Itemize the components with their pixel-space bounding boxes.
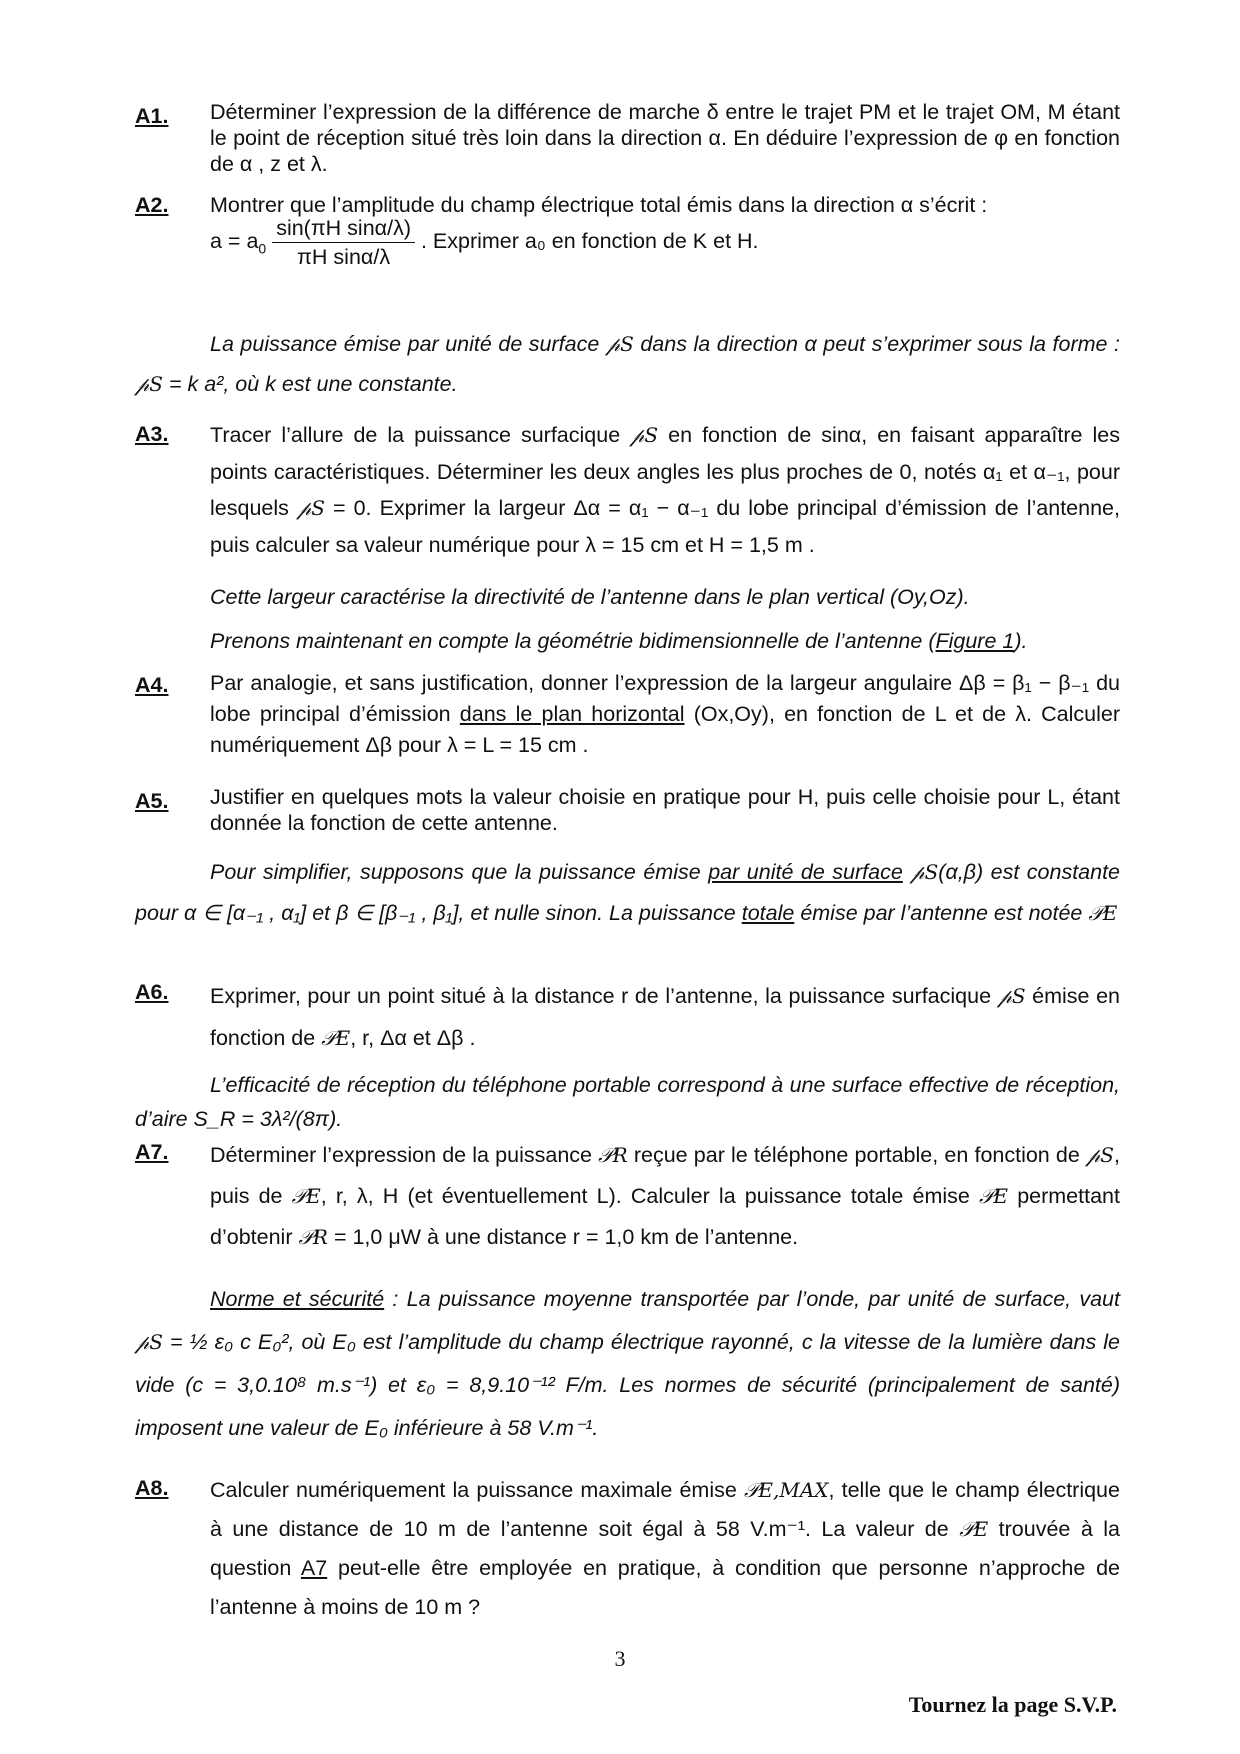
directivity-note: Cette largeur caractérise la directivité de l’antenne dans le plan vertical (Oy,Oz). [210,585,970,609]
pe-symbol: 𝒫E [321,1026,351,1050]
geometry-note: Prenons maintenant en compte la géométrie bidimensionnelle de l’antenne (Figure 1). [210,629,1028,653]
ps-symbol: 𝓅S [997,984,1026,1008]
question-intro: Montrer que l’amplitude du champ électrique total émis dans la direction α s’écrit : [210,193,988,217]
pemax-symbol: 𝒫E,MAX [743,1478,829,1502]
page-number: 3 [614,1646,626,1671]
formula-lhs: a = a [210,229,259,254]
ps-symbol: 𝓅S [296,496,325,520]
reception-paragraph: L’efficacité de réception du téléphone portable correspond à une surface effective de réception, d’aire S_R = 3λ²/(8π). [135,1073,1120,1131]
question-tail: . Exprimer a₀ en fonction de K et H. [420,229,759,254]
pr-symbol: 𝒫R [598,1143,628,1167]
simplification-paragraph: Pour simplifier, supposons que la puissance émise par unité de surface 𝓅S(α,β) est constante pour α ∈ [α₋₁ , α₁] et β ∈ [β₋₁ , β₁], et nulle sinon. La puissance totale émise par l’antenne est notée 𝒫E [135,860,1121,925]
question-text: Tracer l’allure de la puissance surfacique 𝓅S en fonction de sinα, en faisant apparaître les points caractéristiques. Déterminer les deux angles les plus proches de 0, notés α₁ et α₋₁, pour lesquels 𝓅S = 0. Exprimer la largeur Δα = α₁ − α₋₁ du lobe principal d’émission de l’antenne, puis calculer sa valeur numérique pour λ = 15 cm et H = 1,5 m . [210,423,1120,557]
ps-symbol: 𝓅S [135,1330,163,1354]
question-text [210,188,1120,279]
pe-symbol: 𝒫E [1088,901,1118,925]
question-text: Exprimer, pour un point situé à la distance r de l’antenne, la puissance surfacique 𝓅S émise en fonction de 𝒫E, r, Δα et Δβ . [210,984,1120,1050]
question-label: A7. [135,1140,169,1164]
ps-symbol: 𝓅S [1086,1143,1114,1167]
question-text: Déterminer l’expression de la puissance 𝒫R reçue par le téléphone portable, en fonction de 𝓅S, puis de 𝒫E, r, λ, H (et éventuellement L). Calculer la puissance totale émise 𝒫E permettant d’obtenir 𝒫R = 1,0 μW à une distance r = 1,0 km de l’antenne. [210,1143,1120,1249]
amplitude-fraction [272,214,415,271]
figure-reference[interactable]: Figure 1 [935,629,1015,653]
pe-symbol: 𝒫E [979,1184,1009,1208]
ps-symbol: 𝓅S [605,332,634,356]
intro-paragraph-power: La puissance émise par unité de surface 𝓅S dans la direction α peut s’exprimer sous la forme : 𝓅S = k a², où k est une constante. [135,332,1120,396]
question-text: Déterminer l’expression de la différence de marche δ entre le trajet PM et le trajet OM, M étant le point de réception situé très loin dans la direction α. En déduire l’expression de φ en fonction de α , z et λ. [210,100,1120,176]
question-label: A4. [135,673,169,697]
footer-turn-page: Tournez la page S.V.P. [908,1692,1117,1717]
question-label: A8. [135,1476,169,1500]
question-label: A1. [135,104,169,128]
question-text: Par analogie, et sans justification, donner l’expression de la largeur angulaire Δβ = β₁ − β₋₁ du lobe principal d’émission dans le plan horizontal (Ox,Oy), en fonction de L et de λ. Calculer numériquement Δβ pour λ = L = 15 cm . [210,671,1120,757]
pe-symbol: 𝒫E [959,1517,989,1541]
pe-symbol: 𝒫E [291,1184,321,1208]
fraction-numerator: sin(πH sinα/λ) [272,214,415,243]
question-label: A3. [135,422,169,446]
question-text: Justifier en quelques mots la valeur choisie en pratique pour H, puis celle choisie pour L, étant donnée la fonction de cette antenne. [210,785,1120,835]
pr-symbol: 𝒫R [298,1225,328,1249]
question-label: A6. [135,980,169,1004]
question-reference[interactable]: A7 [300,1556,328,1580]
ps-symbol: 𝓅S [910,860,939,884]
fraction-denominator: πH sinα/λ [297,245,391,269]
ps-symbol: 𝓅S [630,423,659,447]
question-label: A5. [135,789,169,813]
formula-subscript: 0 [258,240,267,257]
safety-paragraph: Norme et sécurité : La puissance moyenne transportée par l’onde, par unité de surface, vaut 𝓅S = ½ ε₀ c E₀², où E₀ est l’amplitude du champ électrique rayonné, c la vitesse de la lumière dans le vide (c = 3,0.10⁸ m.s⁻¹) et ε₀ = 8,9.10⁻¹² F/m. Les normes de sécurité (principalement de santé) imposent une valeur de E₀ inférieure à 58 V.m⁻¹. [135,1287,1120,1440]
ps-symbol: 𝓅S [135,372,163,396]
question-label: A2. [135,193,169,217]
question-text: Calculer numériquement la puissance maximale émise 𝒫E,MAX, telle que le champ électrique à une distance de 10 m de l’antenne soit égal à 58 V.m⁻¹. La valeur de 𝒫E trouvée à la question A7 peut-elle être employée en pratique, à condition que personne n’approche de l’antenne à moins de 10 m ? [210,1478,1120,1619]
